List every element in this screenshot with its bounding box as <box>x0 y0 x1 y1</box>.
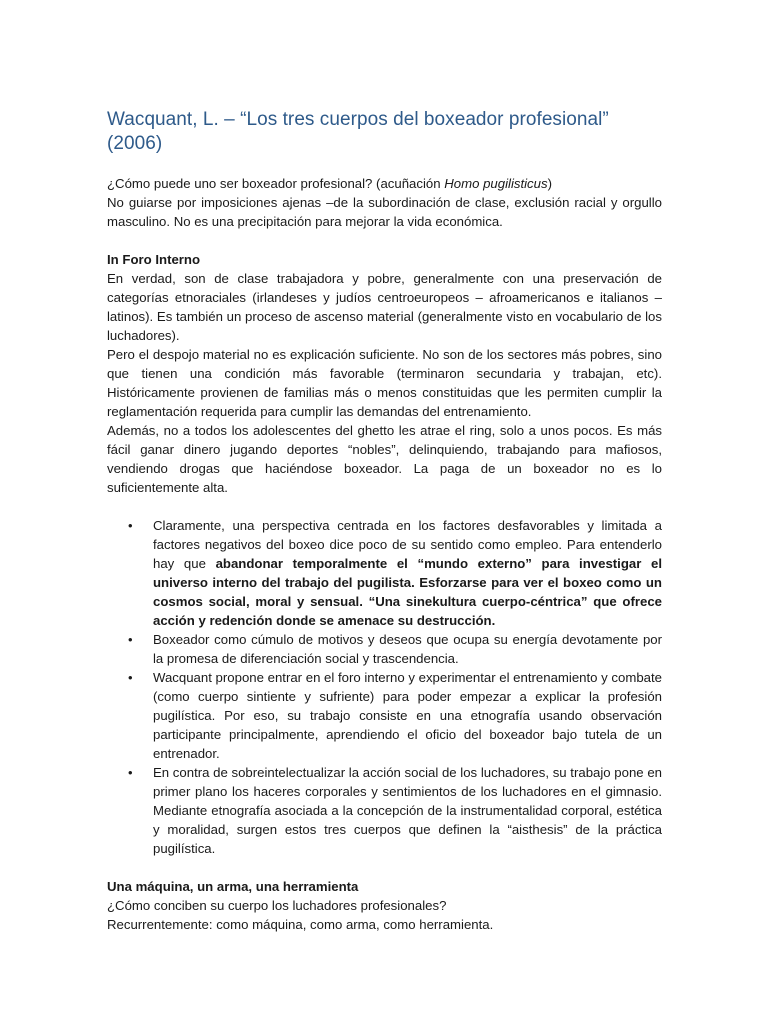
bullet-list <box>107 516 662 858</box>
paragraph-1: En verdad, son de clase trabajadora y pobre, generalmente con una preservación de categorías etnoraciales (irlandeses y judíos centroeuropeos – afroamericanos e italianos – latinos). Es también un proceso de ascenso material (generalmente visto en vocabulario de los luchadores). <box>107 271 662 343</box>
section-heading-foro-interno: In Foro Interno <box>107 252 201 267</box>
bullet-text: Boxeador como cúmulo de motivos y deseos que ocupa su energía devotamente por la promesa de diferenciación social y trascendencia. <box>153 632 662 666</box>
bullet-text: En contra de sobreintelectualizar la acción social de los luchadores, su trabajo pone en primer plano los haceres corporales y sentimientos de los luchadores en el gimnasio. Mediante etnografía asociada a la concepción de la instrumentalidad corporal, estética y moralidad, surgen estos tres cuerpos que definen la “aisthesis” de la práctica pugilística. <box>153 765 662 856</box>
document-title: Wacquant, L. – “Los tres cuerpos del boxeador profesional” (2006) <box>107 109 609 154</box>
spacer <box>107 858 662 877</box>
intro-paragraph: No guiarse por imposiciones ajenas –de la subordinación de clase, exclusión racial y orgullo masculino. No es una precipitación para mejorar la vida económica. <box>107 195 662 229</box>
section-heading-maquina: Una máquina, un arma, una herramienta <box>107 879 359 894</box>
document-page <box>107 108 662 934</box>
list-item <box>107 668 662 763</box>
intro-question-text: ¿Cómo puede uno ser boxeador profesional? (acuñación <box>107 176 445 191</box>
bullet-icon: • <box>128 632 133 647</box>
bullet-text: Wacquant propone entrar en el foro interno y experimentar el entrenamiento y combate (como cuerpo sintiente y sufriente) para poder empezar a explicar la profesión pugilística. Por eso, su trabajo consiste en una etnografía usando observación participante principalmente, aprendiendo el oficio del boxeador bajo tutela de un entrenador. <box>153 670 662 761</box>
section2-line-2: Recurrentemente: como máquina, como arma, como herramienta. <box>107 917 494 932</box>
bullet-icon: • <box>128 765 133 780</box>
list-item <box>107 630 662 668</box>
bullet-icon: • <box>128 670 133 685</box>
spacer <box>107 231 662 250</box>
bullet-bold-text: abandonar temporalmente el “mundo externo” para investigar el universo interno del trabajo del pugilista. Esforzarse para ver el boxeo como un cosmos social, moral y sensual. “Una sinekultura cuerpo-céntrica” que ofrece acción y redención donde se amenace su destrucción. <box>153 556 662 628</box>
spacer <box>107 497 662 516</box>
intro-question-italic: Homo pugilisticus <box>444 176 548 191</box>
bullet-icon: • <box>128 518 133 533</box>
bullet-text: Claramente, una perspectiva centrada en los factores desfavorables y limitada a factores negativos del boxeo dice poco de su sentido como empleo. Para entenderlo hay que <box>153 518 662 571</box>
paragraph-3: Además, no a todos los adolescentes del ghetto les atrae el ring, solo a unos pocos. Es más fácil ganar dinero jugando deportes “nobles”, delinquiendo, trabajando para mafiosos, vendiendo drogas que haciéndose boxeador. La paga de un boxeador no es lo suficientemente alta. <box>107 423 662 495</box>
list-item <box>107 516 662 630</box>
intro-question-close: ) <box>547 176 552 191</box>
section2-line-1: ¿Cómo conciben su cuerpo los luchadores profesionales? <box>107 898 447 913</box>
intro-question <box>107 174 662 193</box>
list-item <box>107 763 662 858</box>
paragraph-2: Pero el despojo material no es explicación suficiente. No son de los sectores más pobres, sino que tienen una condición más favorable (terminaron secundaria y trabajan, etc). Históricamente provienen de familias más o menos constituidas que les permiten cumplir la reglamentación requerida para cumplir las demandas del entrenamiento. <box>107 347 662 419</box>
